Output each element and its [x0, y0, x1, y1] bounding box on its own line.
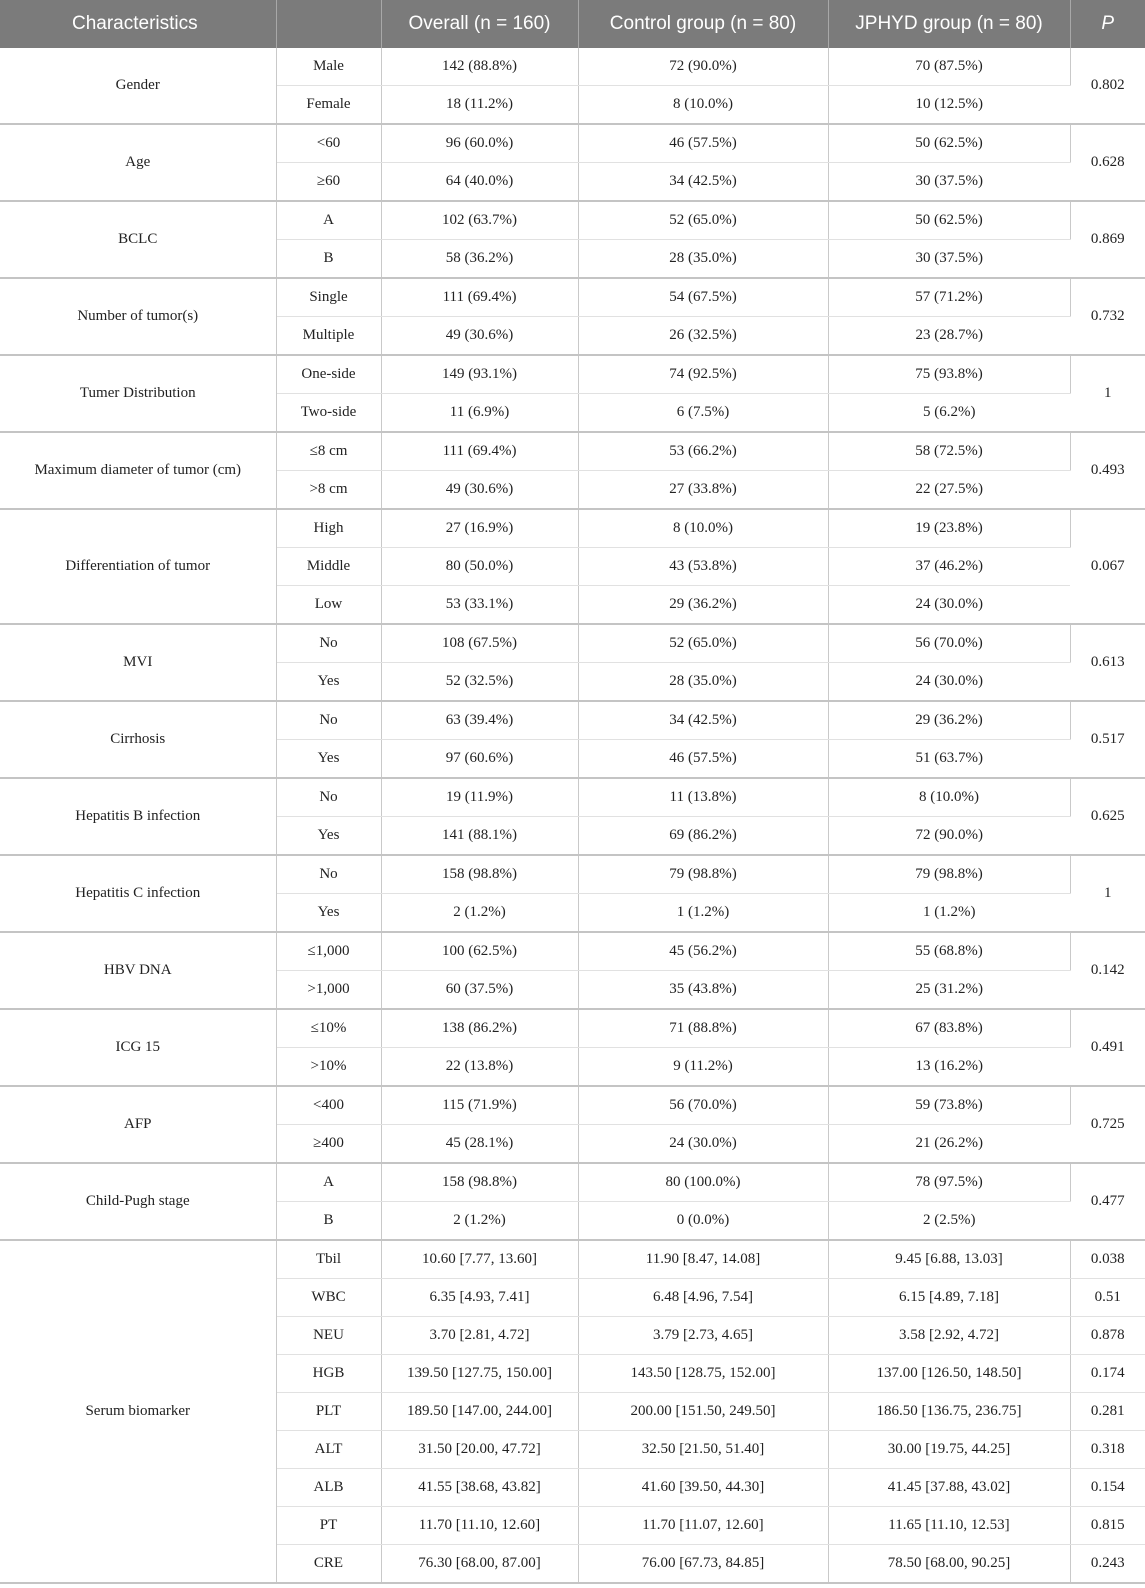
p-value-cell: 0.493 — [1070, 432, 1145, 509]
p-value-cell: 0.878 — [1070, 1317, 1145, 1355]
jphyd-cell: 1 (1.2%) — [828, 894, 1070, 933]
level-cell: ≤10% — [276, 1009, 381, 1048]
overall-cell: 11 (6.9%) — [381, 394, 578, 433]
control-cell: 0 (0.0%) — [578, 1202, 828, 1241]
level-cell: Middle — [276, 548, 381, 586]
level-cell: ≥400 — [276, 1125, 381, 1164]
level-cell: ≥60 — [276, 163, 381, 202]
overall-cell: 58 (36.2%) — [381, 240, 578, 279]
level-cell: Female — [276, 86, 381, 125]
jphyd-cell: 78 (97.5%) — [828, 1163, 1070, 1202]
control-cell: 53 (66.2%) — [578, 432, 828, 471]
jphyd-cell: 67 (83.8%) — [828, 1009, 1070, 1048]
control-cell: 11.70 [11.07, 12.60] — [578, 1507, 828, 1545]
jphyd-cell: 21 (26.2%) — [828, 1125, 1070, 1164]
table-row — [0, 355, 1145, 394]
table-row — [0, 932, 1145, 971]
jphyd-cell: 50 (62.5%) — [828, 124, 1070, 163]
control-cell: 8 (10.0%) — [578, 509, 828, 548]
jphyd-cell: 24 (30.0%) — [828, 586, 1070, 625]
control-cell: 11.90 [8.47, 14.08] — [578, 1240, 828, 1279]
overall-cell: 111 (69.4%) — [381, 278, 578, 317]
level-cell: >1,000 — [276, 971, 381, 1010]
level-cell: Male — [276, 48, 381, 86]
overall-cell: 115 (71.9%) — [381, 1086, 578, 1125]
jphyd-cell: 2 (2.5%) — [828, 1202, 1070, 1241]
table-row — [0, 855, 1145, 894]
overall-cell: 60 (37.5%) — [381, 971, 578, 1010]
variable-name: Gender — [0, 48, 276, 124]
overall-cell: 97 (60.6%) — [381, 740, 578, 779]
overall-cell: 100 (62.5%) — [381, 932, 578, 971]
control-cell: 27 (33.8%) — [578, 471, 828, 510]
p-value-cell: 0.628 — [1070, 124, 1145, 201]
control-cell: 6.48 [4.96, 7.54] — [578, 1279, 828, 1317]
overall-cell: 10.60 [7.77, 13.60] — [381, 1240, 578, 1279]
table-row — [0, 1163, 1145, 1202]
p-value-cell: 0.869 — [1070, 201, 1145, 278]
overall-cell: 19 (11.9%) — [381, 778, 578, 817]
control-cell: 74 (92.5%) — [578, 355, 828, 394]
control-cell: 28 (35.0%) — [578, 240, 828, 279]
level-cell: No — [276, 855, 381, 894]
jphyd-cell: 79 (98.8%) — [828, 855, 1070, 894]
control-cell: 46 (57.5%) — [578, 740, 828, 779]
table-row — [0, 624, 1145, 663]
table-row — [0, 124, 1145, 163]
level-cell: Low — [276, 586, 381, 625]
overall-cell: 189.50 [147.00, 244.00] — [381, 1393, 578, 1431]
variable-name: Differentiation of tumor — [0, 509, 276, 624]
level-cell: Yes — [276, 663, 381, 702]
jphyd-cell: 75 (93.8%) — [828, 355, 1070, 394]
control-cell: 52 (65.0%) — [578, 624, 828, 663]
variable-name: Child-Pugh stage — [0, 1163, 276, 1240]
overall-cell: 41.55 [38.68, 43.82] — [381, 1469, 578, 1507]
jphyd-cell: 8 (10.0%) — [828, 778, 1070, 817]
jphyd-cell: 10 (12.5%) — [828, 86, 1070, 125]
level-cell: Multiple — [276, 317, 381, 356]
variable-name: Cirrhosis — [0, 701, 276, 778]
level-cell: PT — [276, 1507, 381, 1545]
p-value-cell: 0.802 — [1070, 48, 1145, 124]
overall-cell: 64 (40.0%) — [381, 163, 578, 202]
table-row — [0, 278, 1145, 317]
control-cell: 52 (65.0%) — [578, 201, 828, 240]
header-characteristics: Characteristics — [0, 0, 276, 48]
control-cell: 34 (42.5%) — [578, 163, 828, 202]
jphyd-cell: 51 (63.7%) — [828, 740, 1070, 779]
jphyd-cell: 72 (90.0%) — [828, 817, 1070, 856]
control-cell: 26 (32.5%) — [578, 317, 828, 356]
control-cell: 79 (98.8%) — [578, 855, 828, 894]
p-value-cell: 0.517 — [1070, 701, 1145, 778]
control-cell: 3.79 [2.73, 4.65] — [578, 1317, 828, 1355]
overall-cell: 102 (63.7%) — [381, 201, 578, 240]
p-value-cell: 0.281 — [1070, 1393, 1145, 1431]
variable-name: Serum biomarker — [0, 1240, 276, 1583]
p-value-cell: 0.625 — [1070, 778, 1145, 855]
variable-name: Tumer Distribution — [0, 355, 276, 432]
p-value-cell: 0.725 — [1070, 1086, 1145, 1163]
control-cell: 56 (70.0%) — [578, 1086, 828, 1125]
overall-cell: 2 (1.2%) — [381, 1202, 578, 1241]
jphyd-cell: 3.58 [2.92, 4.72] — [828, 1317, 1070, 1355]
level-cell: One-side — [276, 355, 381, 394]
overall-cell: 27 (16.9%) — [381, 509, 578, 548]
table-row — [0, 509, 1145, 548]
overall-cell: 96 (60.0%) — [381, 124, 578, 163]
level-cell: High — [276, 509, 381, 548]
jphyd-cell: 58 (72.5%) — [828, 432, 1070, 471]
level-cell: ALT — [276, 1431, 381, 1469]
jphyd-cell: 6.15 [4.89, 7.18] — [828, 1279, 1070, 1317]
level-cell: B — [276, 240, 381, 279]
overall-cell: 49 (30.6%) — [381, 471, 578, 510]
p-value-cell: 1 — [1070, 355, 1145, 432]
overall-cell: 138 (86.2%) — [381, 1009, 578, 1048]
p-value-cell: 0.067 — [1070, 509, 1145, 624]
level-cell: Yes — [276, 894, 381, 933]
jphyd-cell: 50 (62.5%) — [828, 201, 1070, 240]
level-cell: WBC — [276, 1279, 381, 1317]
header-level — [276, 0, 381, 48]
overall-cell: 149 (93.1%) — [381, 355, 578, 394]
level-cell: Two-side — [276, 394, 381, 433]
overall-cell: 80 (50.0%) — [381, 548, 578, 586]
control-cell: 6 (7.5%) — [578, 394, 828, 433]
control-cell: 35 (43.8%) — [578, 971, 828, 1010]
jphyd-cell: 55 (68.8%) — [828, 932, 1070, 971]
control-cell: 76.00 [67.73, 84.85] — [578, 1545, 828, 1584]
overall-cell: 158 (98.8%) — [381, 1163, 578, 1202]
variable-name: AFP — [0, 1086, 276, 1163]
p-value-cell: 0.318 — [1070, 1431, 1145, 1469]
overall-cell: 53 (33.1%) — [381, 586, 578, 625]
jphyd-cell: 29 (36.2%) — [828, 701, 1070, 740]
jphyd-cell: 5 (6.2%) — [828, 394, 1070, 433]
level-cell: Yes — [276, 740, 381, 779]
overall-cell: 158 (98.8%) — [381, 855, 578, 894]
header-overall: Overall (n = 160) — [381, 0, 578, 48]
control-cell: 46 (57.5%) — [578, 124, 828, 163]
level-cell: PLT — [276, 1393, 381, 1431]
p-value-cell: 0.491 — [1070, 1009, 1145, 1086]
control-cell: 34 (42.5%) — [578, 701, 828, 740]
level-cell: B — [276, 1202, 381, 1241]
control-cell: 8 (10.0%) — [578, 86, 828, 125]
overall-cell: 45 (28.1%) — [381, 1125, 578, 1164]
jphyd-cell: 9.45 [6.88, 13.03] — [828, 1240, 1070, 1279]
jphyd-cell: 186.50 [136.75, 236.75] — [828, 1393, 1070, 1431]
jphyd-cell: 13 (16.2%) — [828, 1048, 1070, 1087]
level-cell: Single — [276, 278, 381, 317]
overall-cell: 142 (88.8%) — [381, 48, 578, 86]
jphyd-cell: 19 (23.8%) — [828, 509, 1070, 548]
overall-cell: 76.30 [68.00, 87.00] — [381, 1545, 578, 1584]
level-cell: <400 — [276, 1086, 381, 1125]
level-cell: ALB — [276, 1469, 381, 1507]
overall-cell: 139.50 [127.75, 150.00] — [381, 1355, 578, 1393]
level-cell: >8 cm — [276, 471, 381, 510]
jphyd-cell: 24 (30.0%) — [828, 663, 1070, 702]
control-cell: 54 (67.5%) — [578, 278, 828, 317]
p-value-cell: 0.477 — [1070, 1163, 1145, 1240]
level-cell: ≤8 cm — [276, 432, 381, 471]
table-row — [0, 1240, 1145, 1279]
jphyd-cell: 59 (73.8%) — [828, 1086, 1070, 1125]
header-jphyd-group: JPHYD group (n = 80) — [828, 0, 1070, 48]
table-row — [0, 48, 1145, 86]
jphyd-cell: 56 (70.0%) — [828, 624, 1070, 663]
control-cell: 24 (30.0%) — [578, 1125, 828, 1164]
table-row — [0, 201, 1145, 240]
p-value-cell: 0.038 — [1070, 1240, 1145, 1279]
jphyd-cell: 25 (31.2%) — [828, 971, 1070, 1010]
control-cell: 29 (36.2%) — [578, 586, 828, 625]
variable-name: BCLC — [0, 201, 276, 278]
control-cell: 32.50 [21.50, 51.40] — [578, 1431, 828, 1469]
jphyd-cell: 30 (37.5%) — [828, 163, 1070, 202]
p-value-cell: 1 — [1070, 855, 1145, 932]
overall-cell: 63 (39.4%) — [381, 701, 578, 740]
p-value-cell: 0.154 — [1070, 1469, 1145, 1507]
level-cell: >10% — [276, 1048, 381, 1087]
variable-name: Number of tumor(s) — [0, 278, 276, 355]
overall-cell: 52 (32.5%) — [381, 663, 578, 702]
level-cell: HGB — [276, 1355, 381, 1393]
jphyd-cell: 78.50 [68.00, 90.25] — [828, 1545, 1070, 1584]
jphyd-cell: 30 (37.5%) — [828, 240, 1070, 279]
variable-name: Hepatitis B infection — [0, 778, 276, 855]
jphyd-cell: 137.00 [126.50, 148.50] — [828, 1355, 1070, 1393]
p-value-cell: 0.174 — [1070, 1355, 1145, 1393]
jphyd-cell: 41.45 [37.88, 43.02] — [828, 1469, 1070, 1507]
overall-cell: 6.35 [4.93, 7.41] — [381, 1279, 578, 1317]
table-row — [0, 1086, 1145, 1125]
jphyd-cell: 30.00 [19.75, 44.25] — [828, 1431, 1070, 1469]
variable-name: ICG 15 — [0, 1009, 276, 1086]
table-row — [0, 432, 1145, 471]
p-value-cell: 0.51 — [1070, 1279, 1145, 1317]
overall-cell: 111 (69.4%) — [381, 432, 578, 471]
overall-cell: 3.70 [2.81, 4.72] — [381, 1317, 578, 1355]
control-cell: 72 (90.0%) — [578, 48, 828, 86]
control-cell: 28 (35.0%) — [578, 663, 828, 702]
level-cell: ≤1,000 — [276, 932, 381, 971]
level-cell: <60 — [276, 124, 381, 163]
jphyd-cell: 37 (46.2%) — [828, 548, 1070, 586]
level-cell: No — [276, 778, 381, 817]
overall-cell: 108 (67.5%) — [381, 624, 578, 663]
overall-cell: 31.50 [20.00, 47.72] — [381, 1431, 578, 1469]
table-row — [0, 778, 1145, 817]
control-cell: 45 (56.2%) — [578, 932, 828, 971]
control-cell: 1 (1.2%) — [578, 894, 828, 933]
level-cell: Yes — [276, 817, 381, 856]
overall-cell: 18 (11.2%) — [381, 86, 578, 125]
p-value-cell: 0.732 — [1070, 278, 1145, 355]
control-cell: 9 (11.2%) — [578, 1048, 828, 1087]
p-value-cell: 0.243 — [1070, 1545, 1145, 1584]
overall-cell: 11.70 [11.10, 12.60] — [381, 1507, 578, 1545]
level-cell: Tbil — [276, 1240, 381, 1279]
jphyd-cell: 23 (28.7%) — [828, 317, 1070, 356]
overall-cell: 49 (30.6%) — [381, 317, 578, 356]
jphyd-cell: 57 (71.2%) — [828, 278, 1070, 317]
header-p-value: P — [1070, 0, 1145, 48]
level-cell: No — [276, 624, 381, 663]
table-row — [0, 701, 1145, 740]
overall-cell: 22 (13.8%) — [381, 1048, 578, 1087]
variable-name: Hepatitis C infection — [0, 855, 276, 932]
header-control-group: Control group (n = 80) — [578, 0, 828, 48]
overall-cell: 141 (88.1%) — [381, 817, 578, 856]
level-cell: A — [276, 201, 381, 240]
header-row — [0, 0, 1145, 48]
control-cell: 71 (88.8%) — [578, 1009, 828, 1048]
control-cell: 80 (100.0%) — [578, 1163, 828, 1202]
jphyd-cell: 22 (27.5%) — [828, 471, 1070, 510]
variable-name: MVI — [0, 624, 276, 701]
variable-name: Maximum diameter of tumor (cm) — [0, 432, 276, 509]
table-row — [0, 1009, 1145, 1048]
level-cell: No — [276, 701, 381, 740]
jphyd-cell: 11.65 [11.10, 12.53] — [828, 1507, 1070, 1545]
p-value-cell: 0.815 — [1070, 1507, 1145, 1545]
control-cell: 69 (86.2%) — [578, 817, 828, 856]
table-body — [0, 48, 1145, 1583]
overall-cell: 2 (1.2%) — [381, 894, 578, 933]
p-value-cell: 0.142 — [1070, 932, 1145, 1009]
control-cell: 11 (13.8%) — [578, 778, 828, 817]
level-cell: A — [276, 1163, 381, 1202]
p-value-cell: 0.613 — [1070, 624, 1145, 701]
control-cell: 41.60 [39.50, 44.30] — [578, 1469, 828, 1507]
level-cell: NEU — [276, 1317, 381, 1355]
control-cell: 143.50 [128.75, 152.00] — [578, 1355, 828, 1393]
jphyd-cell: 70 (87.5%) — [828, 48, 1070, 86]
control-cell: 43 (53.8%) — [578, 548, 828, 586]
control-cell: 200.00 [151.50, 249.50] — [578, 1393, 828, 1431]
level-cell: CRE — [276, 1545, 381, 1584]
variable-name: Age — [0, 124, 276, 201]
variable-name: HBV DNA — [0, 932, 276, 1009]
